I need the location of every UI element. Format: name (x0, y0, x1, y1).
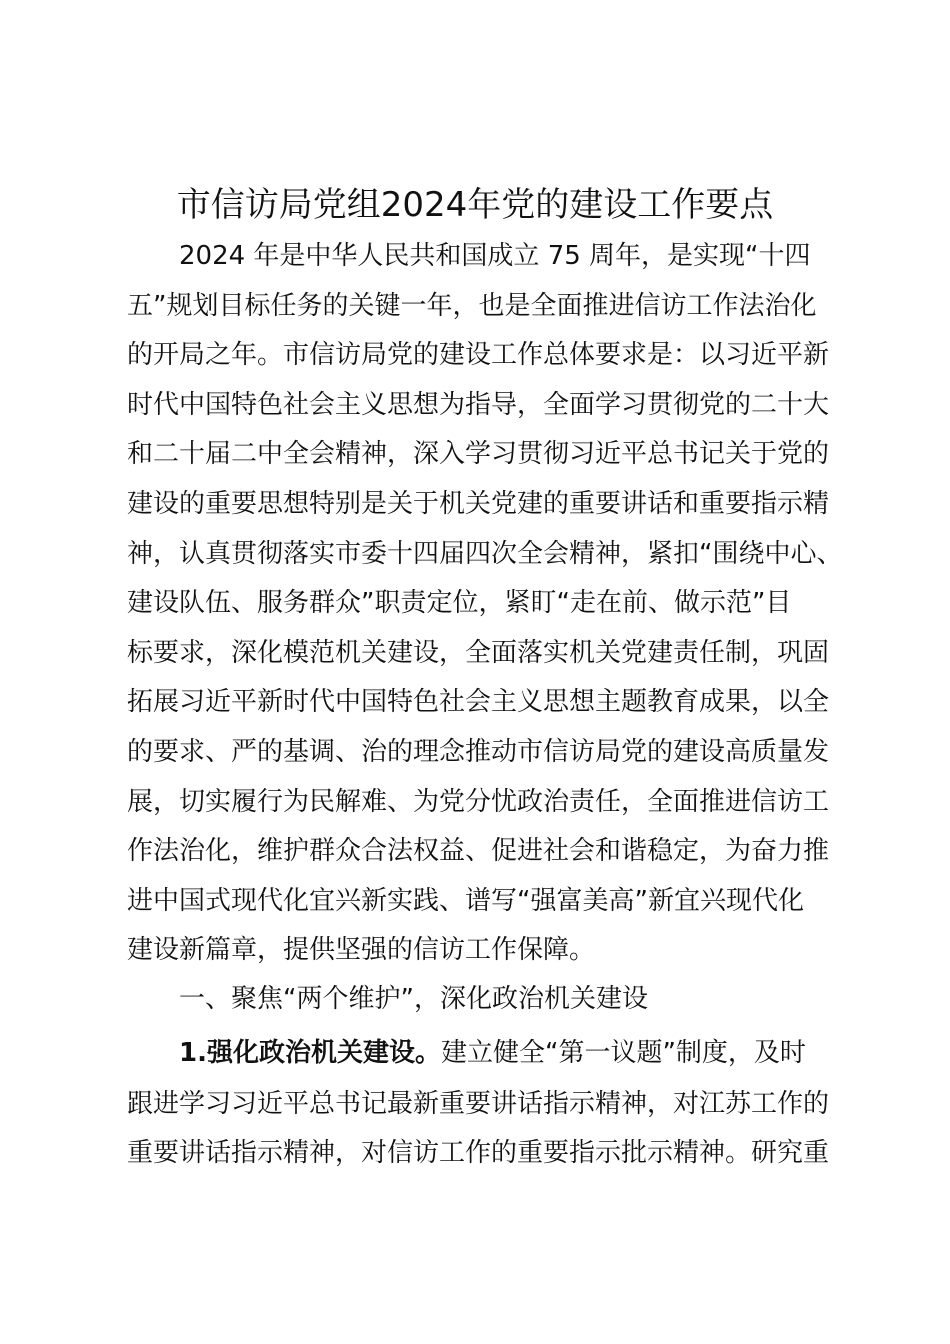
paragraph-line: 建设的重要思想特别是关于机关党建的重要讲话和重要指示精 (127, 489, 830, 519)
paragraph-line: 建设队伍、服务群众”职责定位，紧盯“走在前、做示范”目 (127, 588, 792, 618)
item-1-heading: 1.强化政治机关建设。 (127, 1038, 441, 1068)
paragraph-line: 展，切实履行为民解难、为党分忧政治责任，全面推进信访工 (127, 787, 830, 817)
item-1-text: 建立健全“第一议题”制度，及时 (440, 1038, 806, 1068)
item-1-first-line (127, 1029, 806, 1078)
paragraph-line: 标要求，深化模范机关建设，全面落实机关党建责任制，巩固 (127, 638, 830, 668)
paragraph-line: 的开局之年。市信访局党的建设工作总体要求是：以习近平新 (127, 340, 830, 370)
paragraph-line: 神，认真贯彻落实市委十四届四次全会精神，紧扣“围绕中心、 (127, 539, 843, 569)
paragraph-line: 作法治化，维护群众合法权益、促进社会和谐稳定，为奋力推 (127, 836, 830, 866)
section-heading: 一、聚焦“两个维护”，深化政治机关建设 (127, 984, 648, 1014)
paragraph-line: 进中国式现代化宜兴新实践、谱写“强富美高”新宜兴现代化 (127, 886, 804, 916)
paragraph-line: 建设新篇章，提供坚强的信访工作保障。 (127, 935, 596, 965)
paragraph-line: 2024 年是中华人民共和国成立 75 周年，是实现“十四 (127, 241, 811, 271)
document-title: 市信访局党组2024年党的建设工作要点 (176, 185, 774, 225)
paragraph-line: 的要求、严的基调、治的理念推动市信访局党的建设高质量发 (127, 737, 830, 767)
paragraph-line: 拓展习近平新时代中国特色社会主义思想主题教育成果，以全 (127, 687, 830, 717)
paragraph-line: 重要讲话指示精神，对信访工作的重要指示批示精神。研究重 (127, 1138, 830, 1168)
paragraph-line: 跟进学习习近平总书记最新重要讲话指示精神，对江苏工作的 (127, 1089, 830, 1119)
paragraph-line: 和二十届二中全会精神，深入学习贯彻习近平总书记关于党的 (127, 439, 830, 469)
paragraph-line: 五”规划目标任务的关键一年，也是全面推进信访工作法治化 (127, 291, 817, 321)
paragraph-line: 时代中国特色社会主义思想为指导，全面学习贯彻党的二十大 (127, 390, 830, 420)
